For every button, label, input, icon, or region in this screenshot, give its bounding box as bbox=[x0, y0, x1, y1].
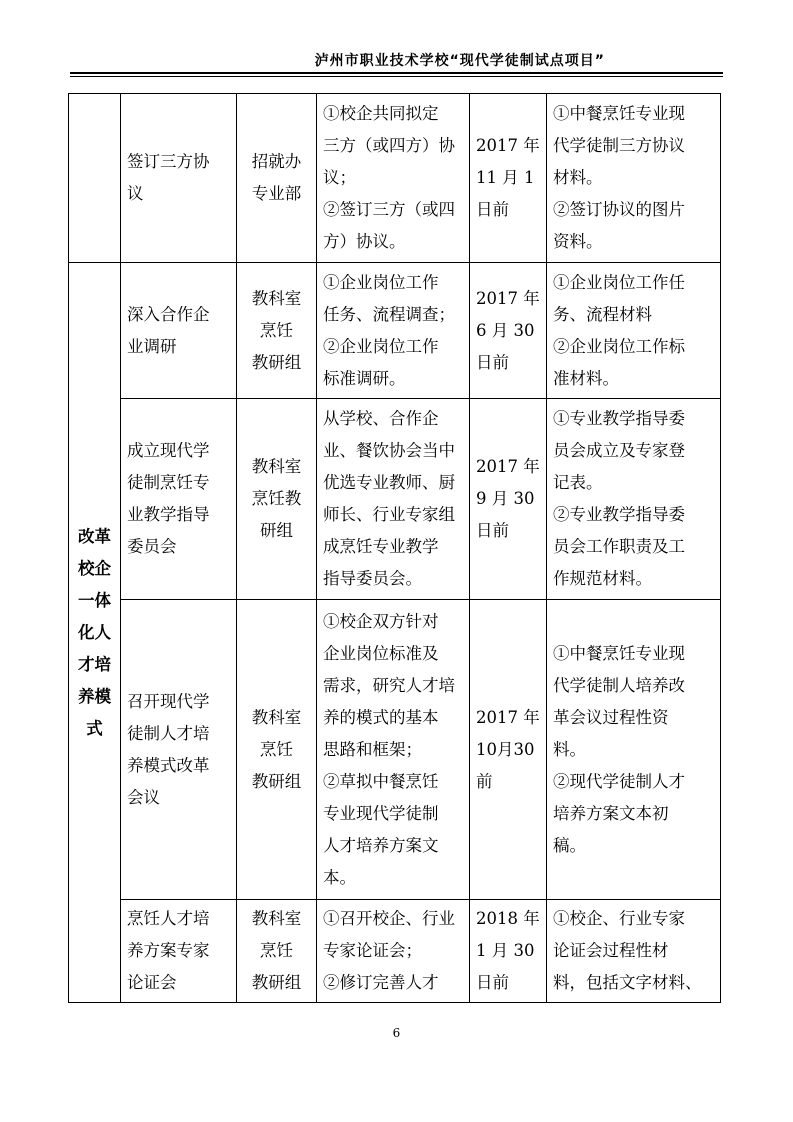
text-line: 6 月 30 bbox=[476, 320, 535, 340]
task-cell bbox=[121, 94, 237, 263]
text-line: 员会成立及专家登 bbox=[553, 441, 685, 460]
table-row bbox=[69, 900, 721, 1003]
text-line: 2017 年 bbox=[476, 707, 540, 727]
deadline-cell bbox=[470, 900, 547, 1003]
text-line: 标准调研。 bbox=[323, 368, 406, 388]
department-cell bbox=[237, 94, 317, 263]
text-line: 料，包括文字材料、 bbox=[553, 973, 702, 992]
text-line: 优选专业教师、厨 bbox=[323, 473, 455, 492]
text-line: 稿。 bbox=[553, 835, 586, 855]
text-line: 教研组 bbox=[251, 352, 302, 372]
category-cell bbox=[69, 263, 121, 1003]
text-line: 资料。 bbox=[553, 232, 603, 251]
text-line: 2018 年 bbox=[476, 909, 540, 928]
text-line: 员会工作职责及工 bbox=[553, 537, 685, 556]
outputs-cell bbox=[547, 900, 721, 1003]
text-line: ①校企共同拟定 bbox=[323, 104, 439, 123]
measures-cell bbox=[317, 600, 470, 900]
text-line: 养的模式的基本 bbox=[323, 707, 439, 727]
text-line: 烹饪教 bbox=[251, 489, 302, 508]
text-line: 徒制烹饪专 bbox=[127, 473, 210, 492]
text-line: 专业现代学徒制 bbox=[323, 803, 439, 823]
text-line: 专家论证会； bbox=[323, 941, 422, 960]
text-line: 本。 bbox=[323, 867, 356, 887]
deadline-cell bbox=[470, 600, 547, 900]
text-line: 议； bbox=[323, 168, 356, 187]
text-line: ②企业岗位工作标 bbox=[553, 336, 685, 356]
text-line: 革会议过程性资 bbox=[553, 707, 669, 727]
text-line: 2017 年 bbox=[476, 457, 540, 476]
text-line: 料。 bbox=[553, 739, 586, 759]
text-line: 论证会过程性材 bbox=[553, 941, 669, 960]
text-line: 思路和框架； bbox=[323, 739, 422, 759]
text-line: 养方案专家 bbox=[127, 941, 210, 960]
text-line: ①中餐烹饪专业现 bbox=[553, 104, 685, 123]
outputs-cell bbox=[547, 94, 721, 263]
text-line: ①专业教学指导委 bbox=[553, 409, 685, 428]
text-line: 改革 bbox=[78, 526, 111, 546]
text-line: 才培 bbox=[78, 654, 111, 674]
deadline-cell bbox=[470, 399, 547, 600]
text-line: 议 bbox=[127, 184, 144, 203]
page-number: 6 bbox=[392, 1026, 401, 1040]
text-line: 2017 年 bbox=[476, 288, 540, 308]
text-line: 烹饪 bbox=[260, 941, 293, 960]
text-line: 指导委员会。 bbox=[323, 569, 422, 588]
text-line: 会议 bbox=[127, 787, 160, 807]
text-line: ①校企双方针对 bbox=[323, 611, 439, 631]
text-line: 人才培养方案文 bbox=[323, 835, 439, 855]
text-line: 研组 bbox=[260, 521, 293, 540]
text-line: 论证会 bbox=[127, 973, 177, 992]
text-line: 烹饪 bbox=[260, 739, 293, 759]
measures-cell bbox=[317, 399, 470, 600]
text-line: 10月30 bbox=[476, 739, 535, 759]
text-line: 日前 bbox=[476, 200, 509, 219]
page-header bbox=[70, 44, 723, 78]
text-line: 教研组 bbox=[251, 771, 302, 791]
text-line: ②企业岗位工作 bbox=[323, 336, 439, 356]
text-line: 业、餐饮协会当中 bbox=[323, 441, 455, 460]
text-line: 2017 年 bbox=[476, 136, 540, 155]
department-cell bbox=[237, 600, 317, 900]
text-line: 任务、流程调查； bbox=[323, 304, 455, 324]
table-row bbox=[69, 600, 721, 900]
text-line: 成立现代学 bbox=[127, 441, 210, 460]
text-line: 委员会 bbox=[127, 537, 177, 556]
deadline-cell bbox=[470, 94, 547, 263]
text-line: 教科室 bbox=[251, 909, 302, 928]
text-line: 烹饪 bbox=[260, 320, 293, 340]
text-line: 烹饪人才培 bbox=[127, 909, 210, 928]
text-line: 养模 bbox=[78, 686, 111, 706]
text-line: 化人 bbox=[78, 622, 111, 642]
text-line: 日前 bbox=[476, 973, 509, 992]
department-cell bbox=[237, 900, 317, 1003]
text-line: 式 bbox=[86, 718, 103, 738]
text-line: 教研组 bbox=[251, 973, 302, 992]
table-row bbox=[69, 263, 721, 399]
text-line: ①中餐烹饪专业现 bbox=[553, 643, 685, 663]
text-line: 日前 bbox=[476, 521, 509, 540]
text-line: 准材料。 bbox=[553, 368, 619, 388]
text-line: ②签订三方（或四 bbox=[323, 200, 455, 219]
text-line: 9 月 30 bbox=[476, 489, 535, 508]
text-line: 三方（或四方）协 bbox=[323, 136, 455, 155]
text-line: 签订三方协 bbox=[127, 152, 210, 171]
text-line: 培养方案文本初 bbox=[553, 803, 669, 823]
outputs-cell bbox=[547, 399, 721, 600]
measures-cell bbox=[317, 900, 470, 1003]
project-plan-table bbox=[68, 93, 721, 1003]
department-cell bbox=[237, 399, 317, 600]
text-line: 专业部 bbox=[251, 184, 302, 203]
text-line: 企业岗位标准及 bbox=[323, 643, 439, 663]
task-cell bbox=[121, 600, 237, 900]
text-line: 徒制人才培 bbox=[127, 723, 210, 743]
text-line: 代学徒制人培养改 bbox=[553, 675, 685, 695]
text-line: ②草拟中餐烹饪 bbox=[323, 771, 439, 791]
task-cell bbox=[121, 399, 237, 600]
department-cell bbox=[237, 263, 317, 399]
text-line: 材料。 bbox=[553, 168, 603, 187]
text-line: ②修订完善人才 bbox=[323, 973, 439, 992]
text-line: 代学徒制三方协议 bbox=[553, 136, 685, 155]
text-line: 业调研 bbox=[127, 336, 177, 356]
text-line: 1 月 30 bbox=[476, 941, 535, 960]
table-row bbox=[69, 94, 721, 263]
text-line: 业教学指导 bbox=[127, 505, 210, 524]
text-line: ②现代学徒制人才 bbox=[553, 771, 685, 791]
text-line: 方）协议。 bbox=[323, 232, 406, 251]
text-line: 教科室 bbox=[251, 457, 302, 476]
text-line: 招就办 bbox=[251, 152, 302, 171]
text-line: 校企 bbox=[78, 558, 111, 578]
text-line: 一体 bbox=[78, 590, 111, 610]
measures-cell bbox=[317, 263, 470, 399]
header-rule-thin bbox=[70, 76, 723, 77]
header-rule bbox=[70, 72, 723, 74]
text-line: 作规范材料。 bbox=[553, 569, 652, 588]
outputs-cell bbox=[547, 263, 721, 399]
text-line: 深入合作企 bbox=[127, 304, 210, 324]
text-line: ①召开校企、行业 bbox=[323, 909, 455, 928]
deadline-cell bbox=[470, 263, 547, 399]
outputs-cell bbox=[547, 600, 721, 900]
text-line: ①校企、行业专家 bbox=[553, 909, 685, 928]
text-line: 记表。 bbox=[553, 473, 603, 492]
task-cell bbox=[121, 900, 237, 1003]
text-line: ②专业教学指导委 bbox=[553, 505, 685, 524]
text-line: 前 bbox=[476, 771, 493, 791]
task-cell bbox=[121, 263, 237, 399]
table-row bbox=[69, 399, 721, 600]
text-line: 教科室 bbox=[251, 288, 302, 308]
text-line: 从学校、合作企 bbox=[323, 409, 439, 428]
text-line: ①企业岗位工作任 bbox=[553, 272, 685, 292]
header-title: 泸州市职业技术学校“现代学徒制试点项目” bbox=[314, 53, 605, 69]
text-line: 日前 bbox=[476, 352, 509, 372]
text-line: ①企业岗位工作 bbox=[323, 272, 439, 292]
text-line: ②签订协议的图片 bbox=[553, 200, 685, 219]
text-line: 教科室 bbox=[251, 707, 302, 727]
text-line: 需求，研究人才培 bbox=[323, 675, 455, 695]
text-line: 养模式改革 bbox=[127, 755, 210, 775]
text-line: 成烹饪专业教学 bbox=[323, 537, 439, 556]
text-line: 务、流程材料 bbox=[553, 304, 652, 324]
text-line: 召开现代学 bbox=[127, 691, 210, 711]
text-line: 师长、行业专家组 bbox=[323, 505, 455, 524]
text-line: 11 月 1 bbox=[476, 168, 535, 187]
measures-cell bbox=[317, 94, 470, 263]
category-cell-empty bbox=[69, 94, 121, 263]
